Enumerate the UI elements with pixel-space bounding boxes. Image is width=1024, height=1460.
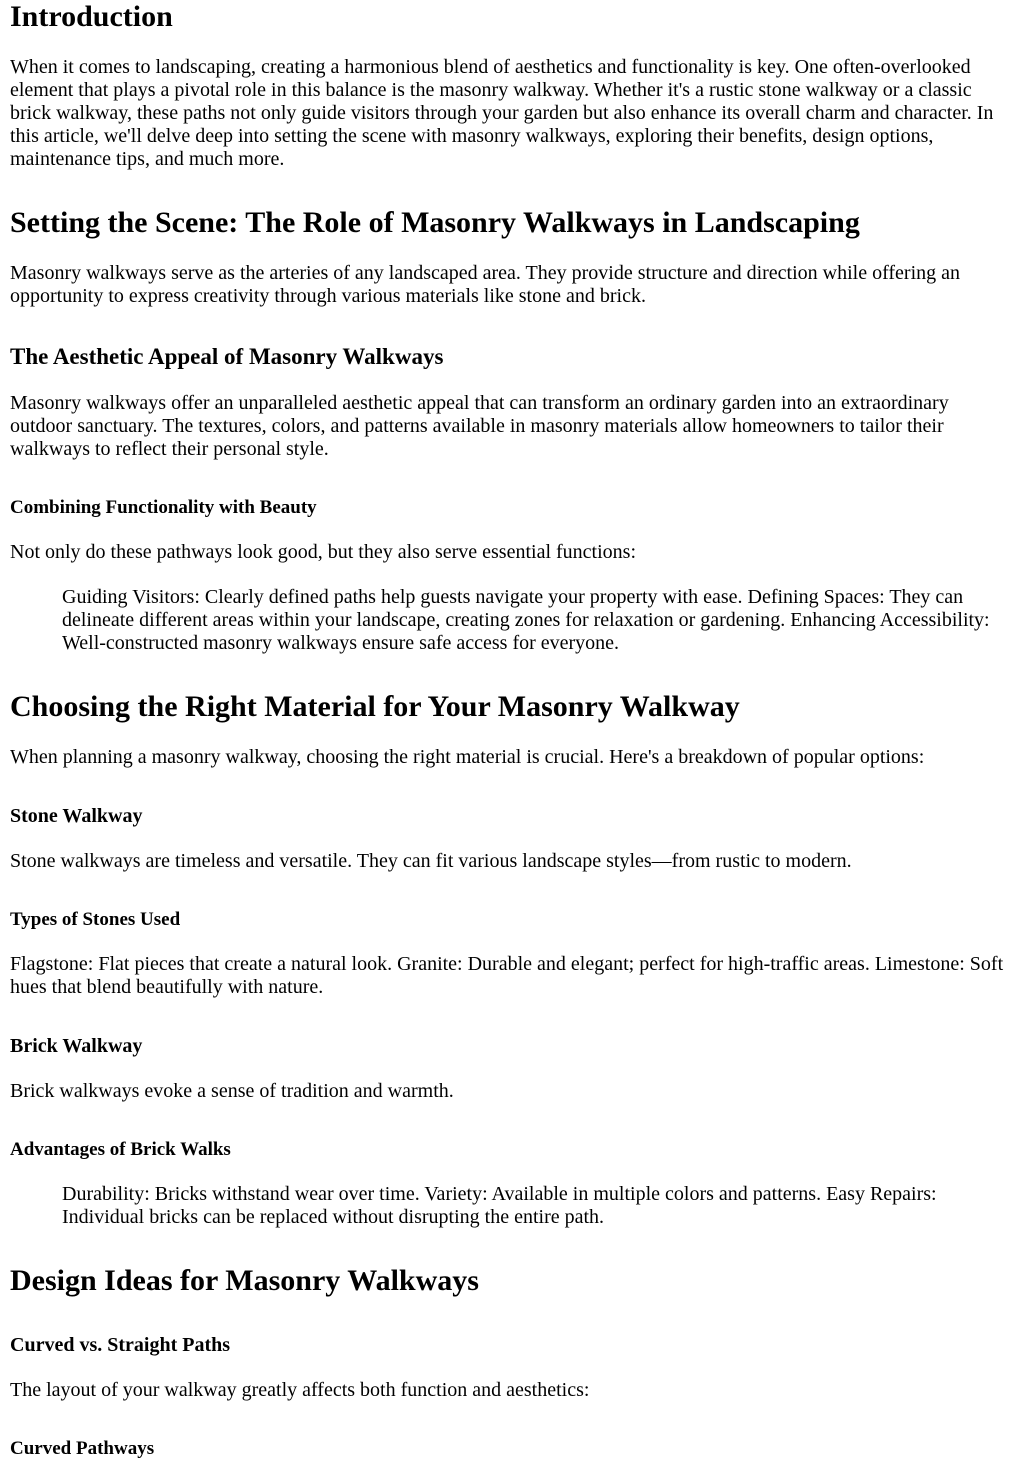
combining-paragraph: Not only do these pathways look good, but they also serve essential functions: [10, 541, 637, 563]
stones-paragraph: Flagstone: Flat pieces that create a natural look. Granite: Durable and elegant; perfect for high-traffic areas. Limestone: Soft hues that blend beautifully with nature. [10, 953, 1004, 998]
combining-quote: Guiding Visitors: Clearly defined paths help guests navigate your property with ease. Defining Spaces: They can delineate different areas within your landscape, creating zones for relaxation or gardening. Enhancing Accessibility: Well-constructed masonry walkways ensure safe access for everyone. [62, 586, 990, 654]
material-heading: Choosing the Right Material for Your Masonry Walkway [10, 690, 740, 723]
stones-heading: Types of Stones Used [10, 909, 181, 930]
role-heading: Setting the Scene: The Role of Masonry Walkways in Landscaping [10, 206, 860, 239]
role-paragraph: Masonry walkways serve as the arteries of any landscaped area. They provide structure and direction while offering an opportunity to express creativity through various materials like stone and brick. [10, 262, 961, 307]
stone-heading: Stone Walkway [10, 805, 143, 827]
stone-paragraph: Stone walkways are timeless and versatile. They can fit various landscape styles—from rustic to modern. [10, 850, 852, 872]
brick-paragraph: Brick walkways evoke a sense of tradition and warmth. [10, 1080, 454, 1102]
brick-advantages-heading: Advantages of Brick Walks [10, 1139, 231, 1160]
design-heading: Design Ideas for Masonry Walkways [10, 1264, 479, 1297]
intro-heading: Introduction [10, 0, 173, 33]
curved-sub-heading: Curved Pathways [10, 1438, 155, 1459]
curved-heading: Curved vs. Straight Paths [10, 1334, 231, 1356]
aesthetic-heading: The Aesthetic Appeal of Masonry Walkways [10, 344, 444, 369]
material-paragraph: When planning a masonry walkway, choosing the right material is crucial. Here's a breakdown of popular options: [10, 746, 925, 768]
intro-paragraph: When it comes to landscaping, creating a harmonious blend of aesthetics and functionality is key. One often-overlooked element that plays a pivotal role in this balance is the masonry walkway. Whether it's a rustic stone walkway or a classic brick walkway, these paths not only guide visitors through your garden but also enhance its overall charm and character. In this article, we'll delve deep into setting the scene with masonry walkways, exploring their benefits, design options, maintenance tips, and much more. [10, 56, 994, 170]
brick-heading: Brick Walkway [10, 1035, 143, 1057]
curved-paragraph: The layout of your walkway greatly affects both function and aesthetics: [10, 1379, 590, 1401]
aesthetic-paragraph: Masonry walkways offer an unparalleled aesthetic appeal that can transform an ordinary garden into an extraordinary outdoor sanctuary. The textures, colors, and patterns available in masonry materials allow homeowners to tailor their walkways to reflect their personal style. [10, 392, 949, 460]
brick-advantages-quote: Durability: Bricks withstand wear over time. Variety: Available in multiple colors and patterns. Easy Repairs: Individual bricks can be replaced without disrupting the entire path. [62, 1183, 937, 1228]
combining-heading: Combining Functionality with Beauty [10, 497, 317, 518]
